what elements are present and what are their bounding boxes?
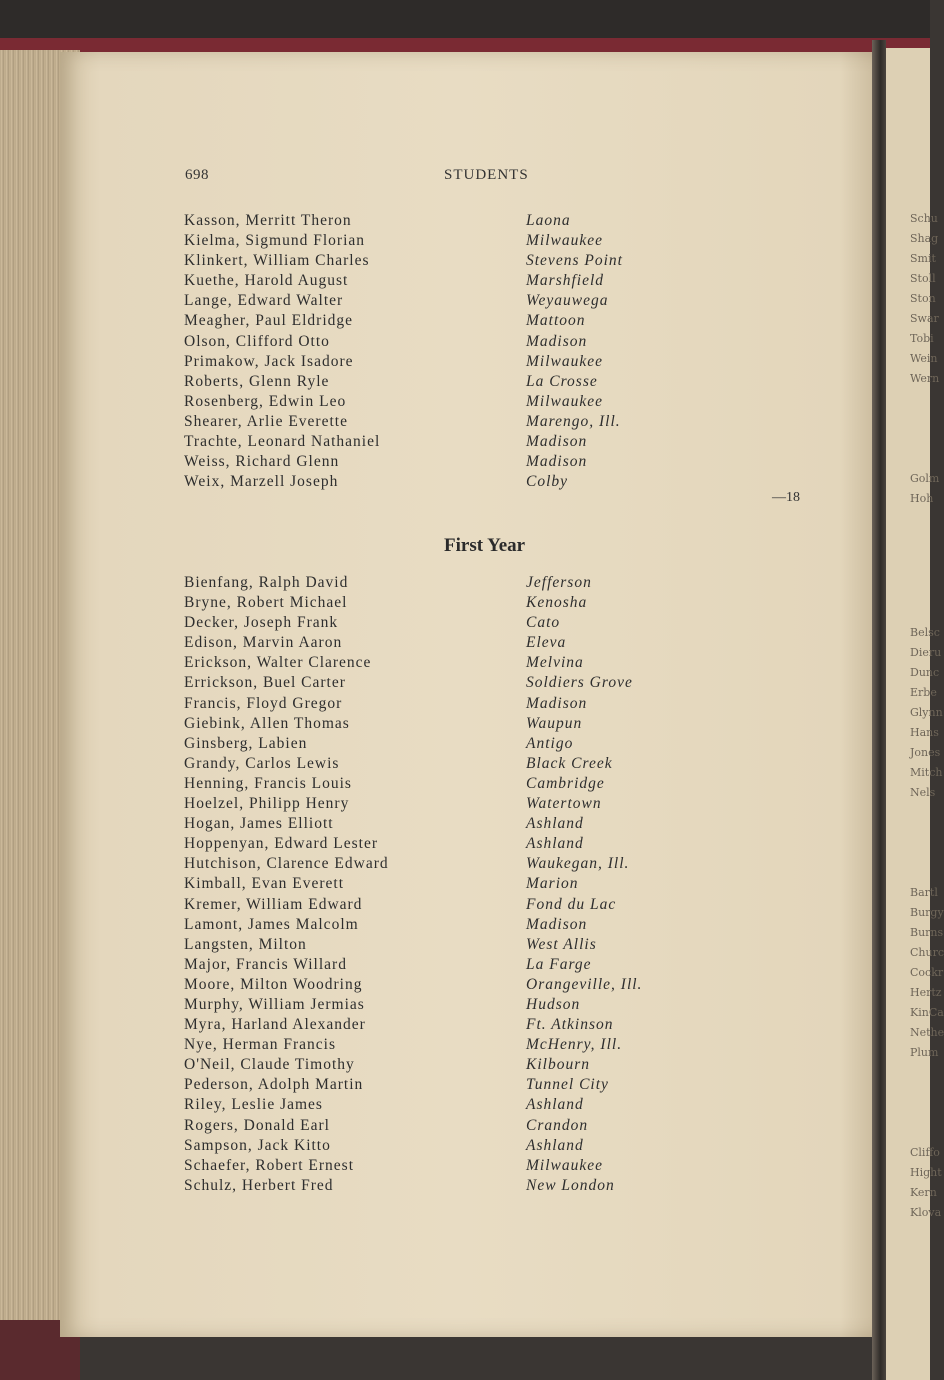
student-hometown: Mattoon xyxy=(526,312,586,330)
student-name: Errickson, Buel Carter xyxy=(184,674,346,692)
student-entry xyxy=(184,412,704,432)
student-hometown: Marion xyxy=(526,875,579,893)
facing-page-fragment: Smit xyxy=(910,252,936,265)
facing-page-fragment: Wern xyxy=(910,372,940,385)
student-entry xyxy=(184,895,704,915)
student-hometown: Eleva xyxy=(526,634,567,652)
facing-page-fragment: Plum xyxy=(910,1046,939,1059)
student-hometown: Madison xyxy=(526,433,588,451)
facing-page-fragment: Jones xyxy=(910,746,941,759)
student-hometown: Laona xyxy=(526,212,571,229)
student-hometown: Melvina xyxy=(526,654,584,672)
facing-page-fragment: Glynn xyxy=(910,706,943,719)
student-entry xyxy=(184,995,704,1015)
facing-page-edge xyxy=(886,48,944,1380)
student-name: Hoppenyan, Edward Lester xyxy=(184,835,379,853)
student-hometown: Ft. Atkinson xyxy=(526,1016,614,1034)
student-name: Edison, Marvin Aaron xyxy=(184,634,343,652)
student-entry xyxy=(184,854,704,874)
student-hometown: Kilbourn xyxy=(526,1056,590,1074)
student-hometown: Waupun xyxy=(526,714,583,732)
student-name: Decker, Joseph Frank xyxy=(184,614,339,632)
student-hometown: Madison xyxy=(526,453,588,471)
upper-list-total: —18 xyxy=(772,490,800,505)
student-name: Myra, Harland Alexander xyxy=(184,1016,366,1034)
student-name: Kimball, Evan Everett xyxy=(184,875,345,893)
facing-page-fragment: KinCa xyxy=(910,1006,944,1019)
student-name: Henning, Francis Louis xyxy=(184,774,352,792)
student-name: Olson, Clifford Otto xyxy=(184,332,330,350)
student-name: Murphy, William Jermias xyxy=(184,995,365,1013)
student-hometown: McHenry, Ill. xyxy=(526,1036,623,1054)
student-name: Lange, Edward Walter xyxy=(184,292,344,310)
student-entry xyxy=(184,714,704,734)
student-entry xyxy=(184,231,704,251)
student-entry xyxy=(184,452,704,472)
student-hometown: Waukegan, Ill. xyxy=(526,855,630,873)
student-name: Francis, Floyd Gregor xyxy=(184,694,343,712)
student-entry xyxy=(184,332,704,352)
student-name: Kasson, Merritt Theron xyxy=(184,212,352,229)
student-name: Bienfang, Ralph David xyxy=(184,574,349,591)
student-name: Giebink, Allen Thomas xyxy=(184,714,350,732)
student-hometown: Colby xyxy=(526,473,569,491)
student-hometown: Milwaukee xyxy=(526,1156,604,1174)
facing-page-fragment: Hertz xyxy=(910,986,942,999)
student-name: Ginsberg, Labien xyxy=(184,734,308,752)
facing-page-fragment: Hight xyxy=(910,1166,942,1179)
student-entry xyxy=(184,1156,704,1176)
student-entry xyxy=(184,915,704,935)
facing-page-fragment: Wein xyxy=(910,352,938,365)
student-hometown: Stevens Point xyxy=(526,252,623,270)
student-entry xyxy=(184,754,704,774)
student-name: Kremer, William Edward xyxy=(184,895,363,913)
student-name: Hutchison, Clarence Edward xyxy=(184,855,389,873)
student-name: Schaefer, Robert Ernest xyxy=(184,1156,355,1174)
student-entry xyxy=(184,673,704,693)
student-name: Erickson, Walter Clarence xyxy=(184,654,372,672)
student-entry xyxy=(184,1116,704,1136)
facing-page-fragment: Mitch xyxy=(910,766,943,779)
facing-page-fragment: Burns xyxy=(910,926,944,939)
facing-page-fragment: Cliffo xyxy=(910,1146,940,1159)
student-entry xyxy=(184,774,704,794)
facing-page-fragment: Dunc xyxy=(910,666,940,679)
student-hometown: Cambridge xyxy=(526,774,605,792)
student-hometown: Ashland xyxy=(526,1136,584,1154)
student-entry xyxy=(184,874,704,894)
first-year-student-list xyxy=(184,573,704,1196)
student-hometown: Ashland xyxy=(526,1096,584,1114)
facing-page-fragment: Dieru xyxy=(910,646,942,659)
student-entry xyxy=(184,653,704,673)
student-name: Riley, Leslie James xyxy=(184,1096,323,1114)
student-hometown: Ashland xyxy=(526,815,584,833)
student-name: Nye, Herman Francis xyxy=(184,1036,336,1054)
student-name: Meagher, Paul Eldridge xyxy=(184,312,354,330)
student-entry xyxy=(184,472,704,492)
student-hometown: Milwaukee xyxy=(526,352,604,370)
student-name: Shearer, Arlie Everette xyxy=(184,412,348,430)
student-hometown: Black Creek xyxy=(526,754,613,772)
student-hometown: Weyauwega xyxy=(526,292,609,310)
student-name: Pederson, Adolph Martin xyxy=(184,1076,364,1094)
book-cover-edge xyxy=(0,38,930,52)
student-hometown: Kenosha xyxy=(526,594,588,612)
student-hometown: Fond du Lac xyxy=(526,895,617,913)
student-name: Schulz, Herbert Fred xyxy=(184,1176,334,1194)
student-entry xyxy=(184,955,704,975)
student-hometown: Milwaukee xyxy=(526,392,604,410)
student-name: Lamont, James Malcolm xyxy=(184,915,359,933)
student-name: Hogan, James Elliott xyxy=(184,815,334,833)
student-name: Bryne, Robert Michael xyxy=(184,594,348,612)
student-entry xyxy=(184,814,704,834)
student-hometown: Milwaukee xyxy=(526,232,604,250)
student-entry xyxy=(184,352,704,372)
facing-page-fragment: Nethe xyxy=(910,1026,944,1039)
upper-student-list xyxy=(184,211,704,492)
facing-page-fragment: Schu xyxy=(910,212,938,225)
book-gutter xyxy=(872,40,886,1380)
student-hometown: Madison xyxy=(526,915,588,933)
facing-page-fragment: Belsc xyxy=(910,626,940,639)
student-name: Major, Francis Willard xyxy=(184,955,347,973)
facing-page-fragment: Hans xyxy=(910,726,939,739)
student-name: Primakow, Jack Isadore xyxy=(184,352,354,370)
facing-page-fragment: Bartl xyxy=(910,886,938,899)
student-hometown: Soldiers Grove xyxy=(526,674,633,692)
facing-page-fragment: Hoh xyxy=(910,492,934,505)
student-name: Weix, Marzell Joseph xyxy=(184,473,339,491)
facing-page-fragment: Churc xyxy=(910,946,944,959)
student-name: Weiss, Richard Glenn xyxy=(184,453,340,471)
student-name: Moore, Milton Woodring xyxy=(184,975,363,993)
student-entry xyxy=(184,1055,704,1075)
student-entry xyxy=(184,734,704,754)
student-entry xyxy=(184,311,704,331)
running-head: STUDENTS xyxy=(444,167,529,183)
student-entry xyxy=(184,1075,704,1095)
facing-page-fragment: Swar xyxy=(910,312,939,325)
facing-page-fragment: Nels xyxy=(910,786,936,799)
facing-page-fragment: Kern xyxy=(910,1186,937,1199)
student-hometown: La Crosse xyxy=(526,372,598,390)
student-name: Rosenberg, Edwin Leo xyxy=(184,392,347,410)
page-number: 698 xyxy=(185,167,209,183)
student-hometown: Antigo xyxy=(526,734,574,752)
student-entry xyxy=(184,633,704,653)
student-entry xyxy=(184,613,704,633)
student-hometown: Crandon xyxy=(526,1116,589,1134)
facing-page-fragment: Cockr xyxy=(910,966,944,979)
facing-page-fragment: Erbe xyxy=(910,686,937,699)
student-entry xyxy=(184,392,704,412)
facing-page-fragment: Stoll xyxy=(910,272,936,285)
facing-page-fragment: Tobi xyxy=(910,332,934,345)
facing-page-fragment: Ston xyxy=(910,292,936,305)
student-name: Sampson, Jack Kitto xyxy=(184,1136,331,1154)
student-hometown: Orangeville, Ill. xyxy=(526,975,643,993)
student-name: O'Neil, Claude Timothy xyxy=(184,1056,355,1074)
student-hometown: Marshfield xyxy=(526,272,605,290)
student-hometown: Marengo, Ill. xyxy=(526,412,621,430)
student-entry xyxy=(184,834,704,854)
student-hometown: Cato xyxy=(526,614,561,632)
student-entry xyxy=(184,1176,704,1196)
student-hometown: Watertown xyxy=(526,795,602,813)
student-entry xyxy=(184,794,704,814)
student-name: Roberts, Glenn Ryle xyxy=(184,372,330,390)
student-entry xyxy=(184,935,704,955)
student-entry xyxy=(184,1136,704,1156)
facing-page-fragment: Golm xyxy=(910,472,940,485)
student-entry xyxy=(184,432,704,452)
student-entry xyxy=(184,271,704,291)
student-entry xyxy=(184,694,704,714)
student-name: Kielma, Sigmund Florian xyxy=(184,232,366,250)
student-name: Langsten, Milton xyxy=(184,935,307,953)
student-entry xyxy=(184,291,704,311)
facing-page-fragment: Klova xyxy=(910,1206,942,1219)
student-entry xyxy=(184,975,704,995)
student-entry xyxy=(184,573,704,593)
student-hometown: Ashland xyxy=(526,835,584,853)
student-entry xyxy=(184,1095,704,1115)
student-hometown: Hudson xyxy=(526,995,581,1013)
student-hometown: West Allis xyxy=(526,935,597,953)
student-name: Hoelzel, Philipp Henry xyxy=(184,795,350,813)
student-name: Klinkert, William Charles xyxy=(184,252,370,270)
student-entry xyxy=(184,251,704,271)
student-hometown: Madison xyxy=(526,332,588,350)
student-name: Kuethe, Harold August xyxy=(184,272,349,290)
student-entry xyxy=(184,211,704,231)
student-entry xyxy=(184,372,704,392)
facing-page-fragment: Shag xyxy=(910,232,939,245)
student-hometown: Tunnel City xyxy=(526,1076,609,1094)
section-title-first-year: First Year xyxy=(444,535,526,556)
student-hometown: Jefferson xyxy=(526,574,592,591)
student-entry xyxy=(184,1015,704,1035)
student-name: Rogers, Donald Earl xyxy=(184,1116,330,1134)
student-hometown: Madison xyxy=(526,694,588,712)
student-entry xyxy=(184,1035,704,1055)
student-name: Grandy, Carlos Lewis xyxy=(184,754,340,772)
facing-page-fragment: Burgy xyxy=(910,906,944,919)
student-name: Trachte, Leonard Nathaniel xyxy=(184,433,381,451)
student-hometown: New London xyxy=(526,1176,615,1194)
student-hometown: La Farge xyxy=(526,955,592,973)
student-entry xyxy=(184,593,704,613)
